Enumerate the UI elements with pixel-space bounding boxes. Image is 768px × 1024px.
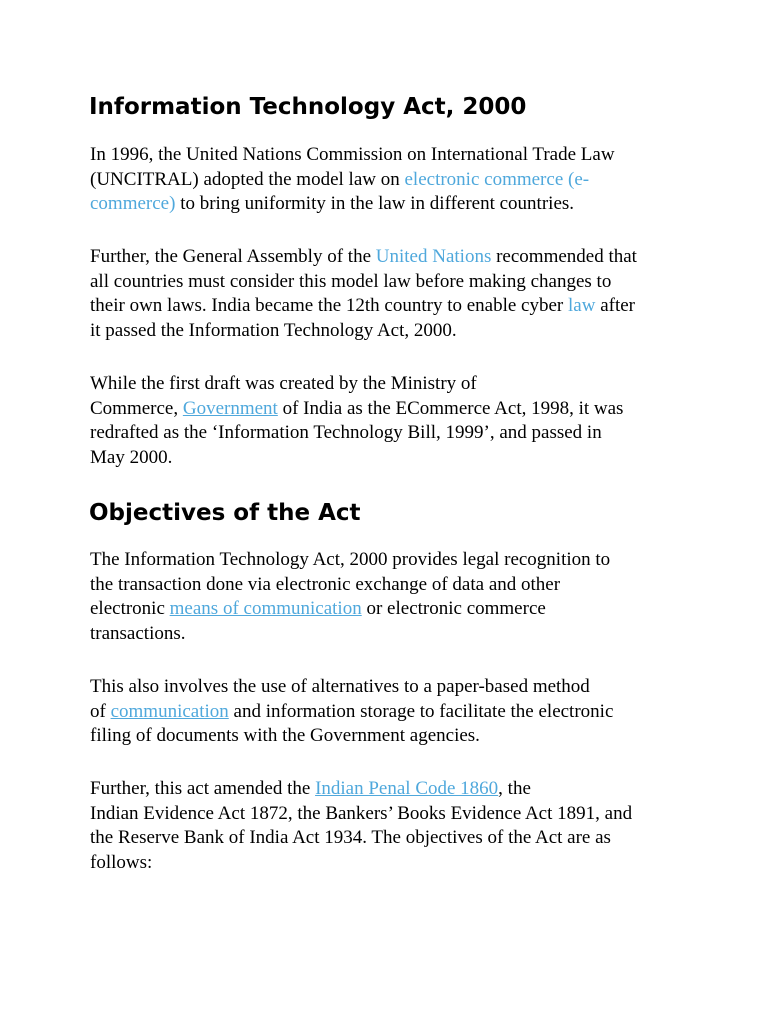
- page-title: Information Technology Act, 2000: [89, 94, 527, 120]
- text-line: [90, 446, 690, 471]
- text-run: Commerce,: [90, 397, 183, 419]
- link-indian-penal-code[interactable]: Indian Penal Code 1860: [315, 778, 499, 799]
- link-law[interactable]: law: [568, 295, 596, 316]
- text-line: [90, 245, 690, 270]
- link-government[interactable]: Government: [182, 397, 278, 419]
- text-run: Indian Evidence Act 1872, the Bankers’ Books Evidence Act 1891, and: [90, 802, 633, 824]
- text-line: [90, 168, 690, 193]
- text-run: , the: [498, 778, 531, 799]
- text-line: [90, 597, 690, 622]
- text-run: recommended that: [491, 246, 637, 267]
- link-electronic-commerce-cont[interactable]: commerce): [90, 193, 176, 214]
- text-run: their own laws. India became the 12th country to enable cyber: [90, 295, 568, 316]
- paragraph-alternatives: [90, 675, 690, 749]
- text-run: after: [595, 295, 635, 316]
- text-run: This also involves the use of alternatives to a paper-based method: [90, 676, 590, 697]
- text-run: electronic: [90, 598, 170, 619]
- text-line: [90, 802, 690, 827]
- text-run: all countries must consider this model law before making changes to: [90, 270, 612, 292]
- text-run: May 2000.: [90, 446, 173, 468]
- text-line: [90, 675, 690, 700]
- paragraph-amendments: [90, 777, 690, 875]
- text-run: transactions.: [90, 622, 186, 644]
- text-line: [90, 294, 690, 319]
- text-run: of: [90, 700, 111, 722]
- text-run: it passed the Information Technology Act, 2000.: [90, 319, 457, 341]
- text-run: the transaction done via electronic exchange of data and other: [90, 573, 561, 595]
- section-heading-objectives: Objectives of the Act: [89, 500, 361, 526]
- link-united-nations[interactable]: United Nations: [375, 246, 492, 267]
- text-line: [90, 270, 690, 295]
- text-run: to bring uniformity in the law in different countries.: [175, 193, 575, 214]
- text-line: [90, 573, 690, 598]
- text-run: Further, the General Assembly of the: [90, 246, 376, 267]
- text-run: follows:: [90, 851, 153, 873]
- paragraph-uncitral: [90, 143, 690, 217]
- link-means-of-communication[interactable]: means of communication: [169, 598, 362, 619]
- text-line: [90, 700, 690, 725]
- text-line: [90, 397, 690, 422]
- text-line: [90, 192, 690, 217]
- text-line: [90, 548, 690, 573]
- link-electronic-commerce[interactable]: electronic commerce (e-: [404, 168, 590, 190]
- text-line: [90, 826, 690, 851]
- text-line: [90, 777, 690, 802]
- text-line: [90, 622, 690, 647]
- text-run: Further, this act amended the: [90, 778, 316, 799]
- text-run: In 1996, the United Nations Commission on International Trade Law: [90, 144, 615, 165]
- text-line: [90, 851, 690, 876]
- text-run: the Reserve Bank of India Act 1934. The objectives of the Act are as: [90, 827, 611, 848]
- text-run: filing of documents with the Government agencies.: [90, 725, 480, 746]
- text-run: The Information Technology Act, 2000 provides legal recognition to: [90, 549, 611, 570]
- paragraph-general-assembly: [90, 245, 690, 343]
- text-line: [90, 421, 690, 446]
- paragraph-legal-recognition: [90, 548, 690, 646]
- text-run: or electronic commerce: [361, 598, 546, 619]
- text-run: and information storage to facilitate the electronic: [228, 700, 614, 722]
- text-line: [90, 143, 690, 168]
- text-line: [90, 724, 690, 749]
- text-line: [90, 319, 690, 344]
- text-run: (UNCITRAL) adopted the model law on: [90, 168, 405, 190]
- text-run: of India as the ECommerce Act, 1998, it was: [277, 397, 624, 419]
- paragraph-first-draft: [90, 372, 690, 470]
- text-line: [90, 372, 690, 397]
- link-communication[interactable]: communication: [110, 700, 229, 722]
- text-run: While the first draft was created by the Ministry of: [90, 373, 477, 394]
- text-run: redrafted as the ‘Information Technology Bill, 1999’, and passed in: [90, 422, 602, 443]
